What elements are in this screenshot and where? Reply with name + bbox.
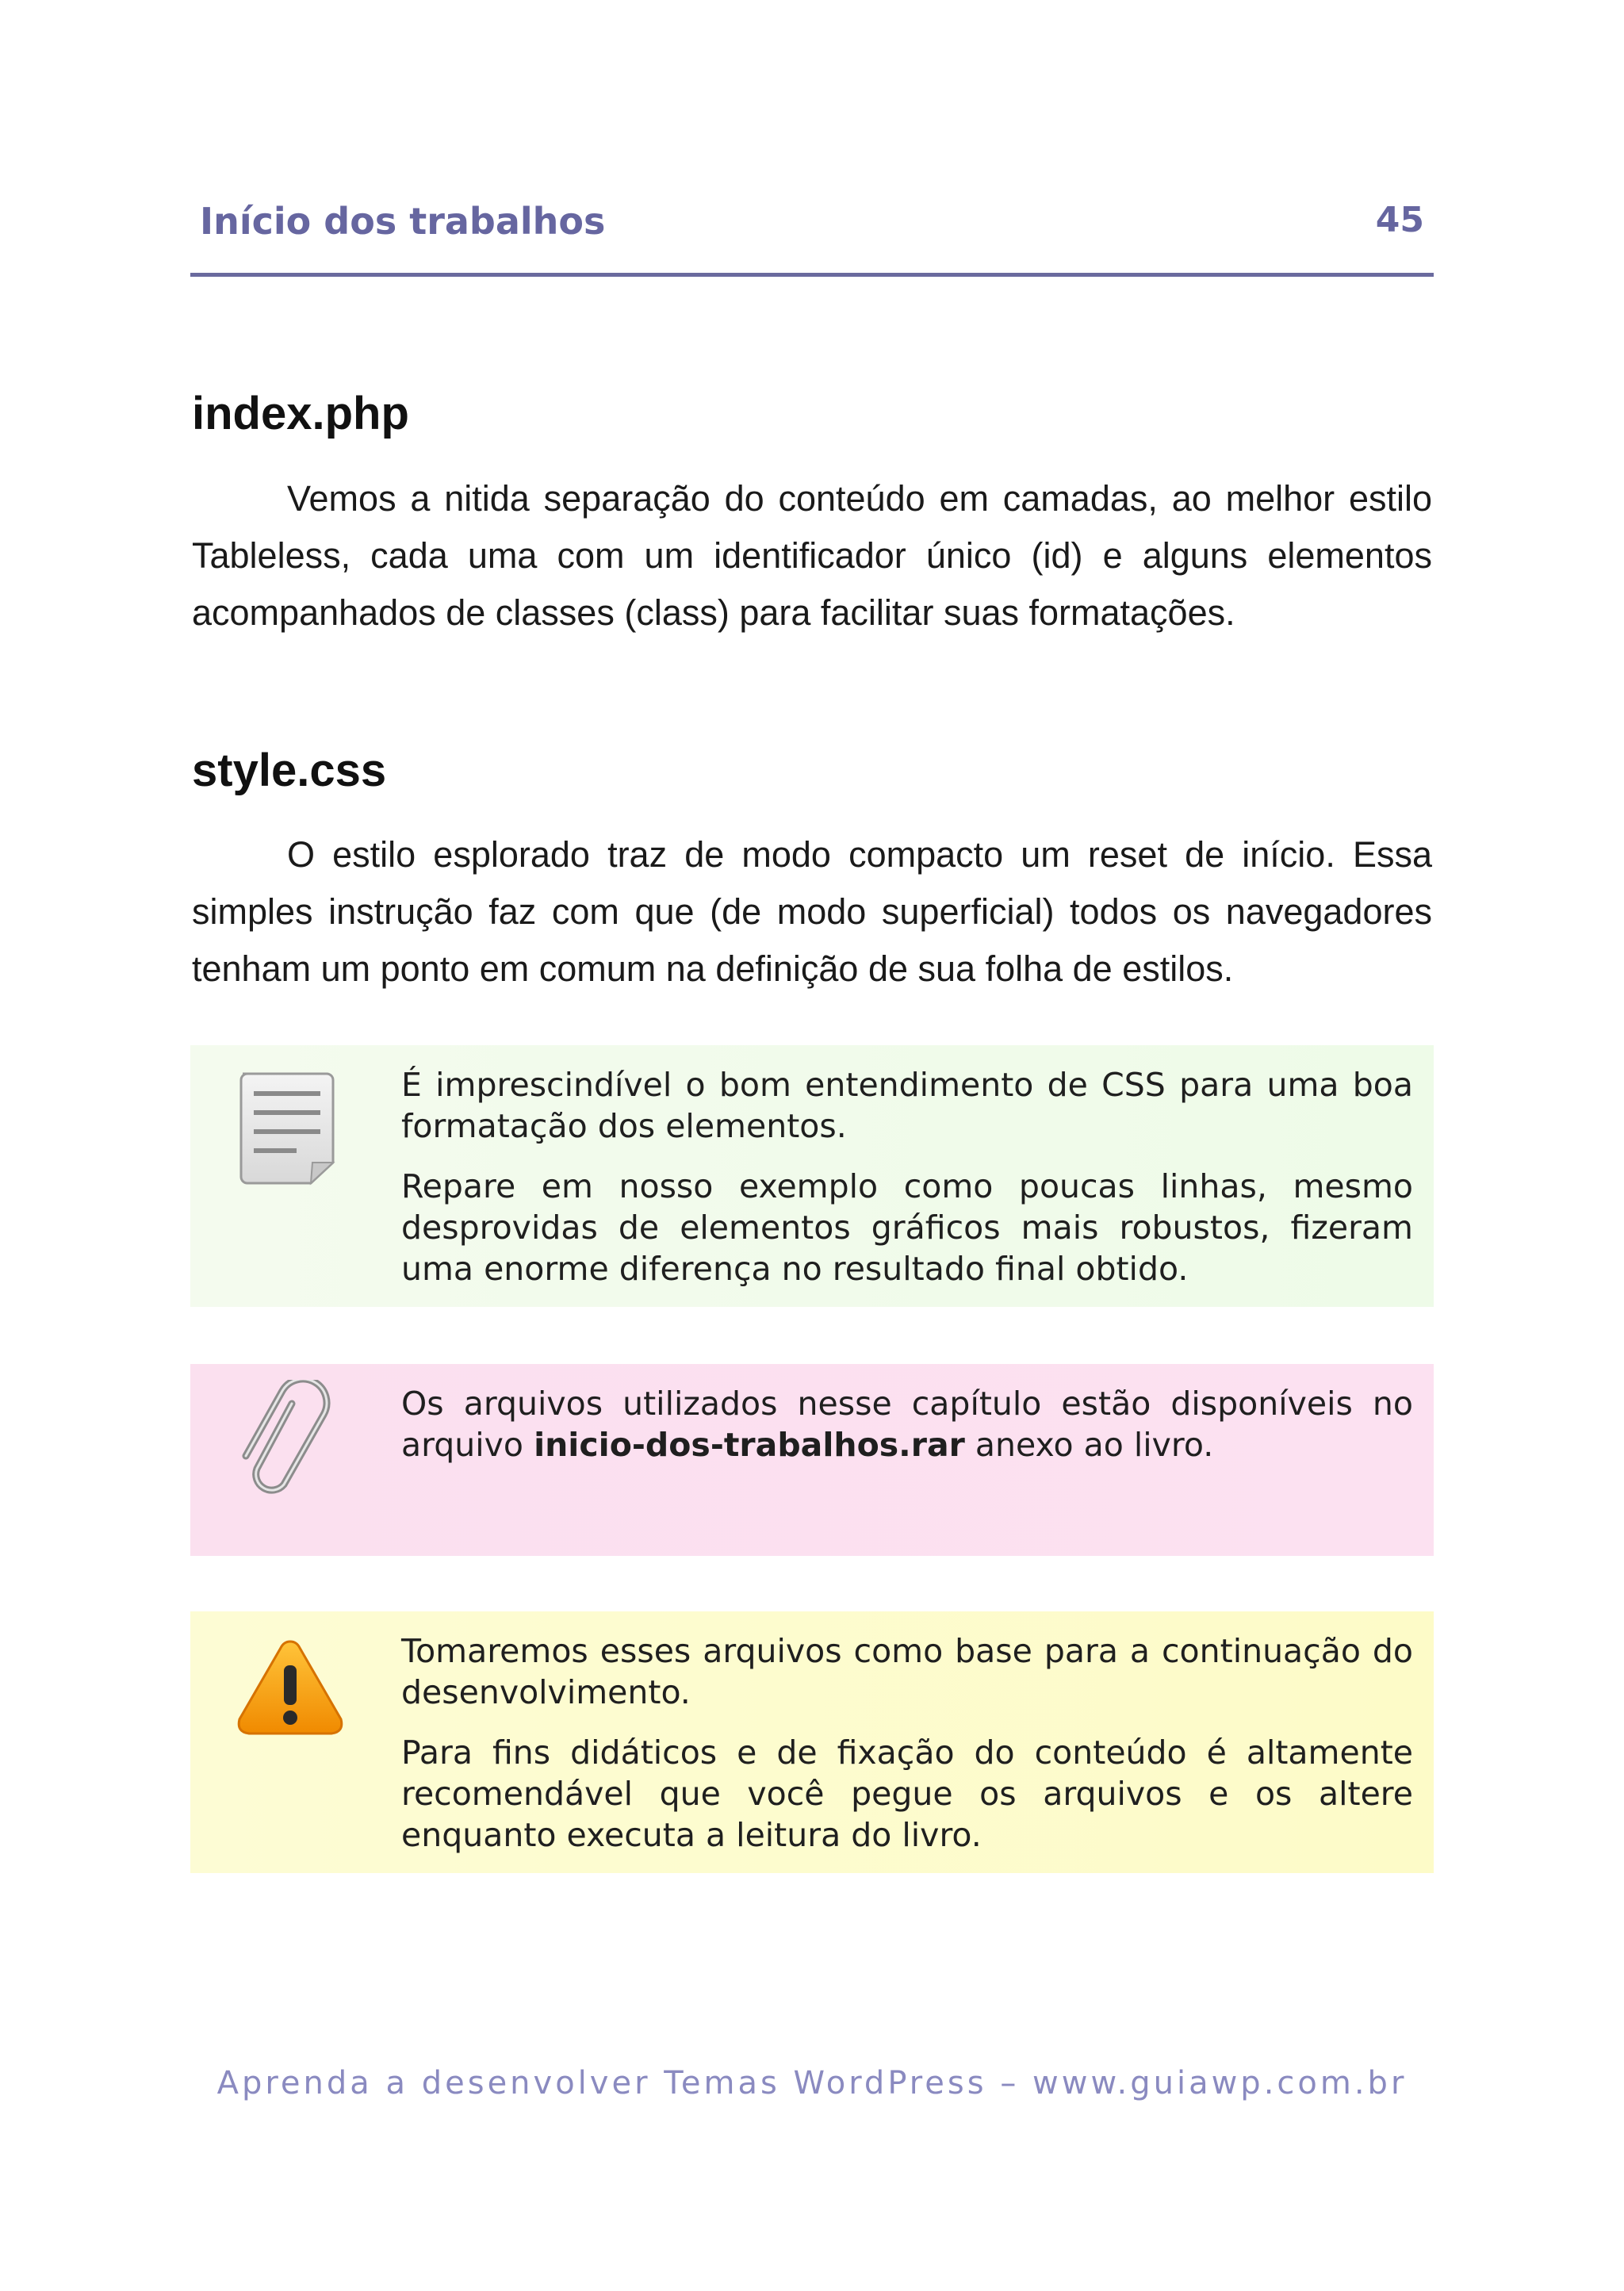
note-text [401,1064,1413,1308]
warning-text [401,1630,1413,1875]
page-header [190,187,1434,277]
section-heading-style-css: style.css [192,745,387,796]
attachment-callout [190,1364,1434,1556]
chapter-title: Início dos trabalhos [200,200,606,243]
note-paragraph-2: Repare em nosso exemplo como poucas linhas, mesmo desprovidas de elementos gráficos mais robustos, fizeram uma enorme diferença no resultado final obtido. [401,1167,1413,1288]
section-paragraph-style-css: O estilo esplorado traz de modo compacto um reset de início. Essa simples instrução faz com que (de modo superficial) todos os navegadores tenham um ponto em comum na definição de sua folha de estilos. [192,834,1432,989]
note-callout [190,1045,1434,1307]
document-note-icon [235,1069,338,1188]
page-footer: Aprenda a desenvolver Temas WordPress – www.guiawp.com.br [216,2065,1408,2101]
note-paragraph-1: É imprescindível o bom entendimento de CSS para uma boa formatação dos elementos. [401,1066,1413,1145]
attachment-text-after: anexo ao livro. [975,1426,1214,1464]
section-paragraph-index-php: Vemos a nitida separação do conteúdo em camadas, ao melhor estilo Tableless, cada uma com um identificador único (id) e alguns elementos acompanhados de classes (class) para facilitar suas formatações. [192,478,1432,633]
attachment-filename: inicio-dos-trabalhos.rar [534,1426,965,1464]
paperclip-icon [235,1380,338,1507]
attachment-text [401,1383,1413,1485]
warning-icon [235,1635,346,1738]
warning-paragraph-1: Tomaremos esses arquivos como base para a continuação do desenvolvimento. [401,1632,1413,1711]
warning-callout [190,1611,1434,1873]
page-number: 45 [1375,200,1424,240]
warning-paragraph-2: Para fins didáticos e de fixação do conteúdo é altamente recomendável que você pegue os arquivos e os altere enquanto executa a leitura do livro. [401,1734,1413,1854]
section-heading-index-php: index.php [192,388,409,439]
attachment-text-before: Os arquivos utilizados nesse capítulo estão disponíveis no arquivo [401,1385,1413,1464]
